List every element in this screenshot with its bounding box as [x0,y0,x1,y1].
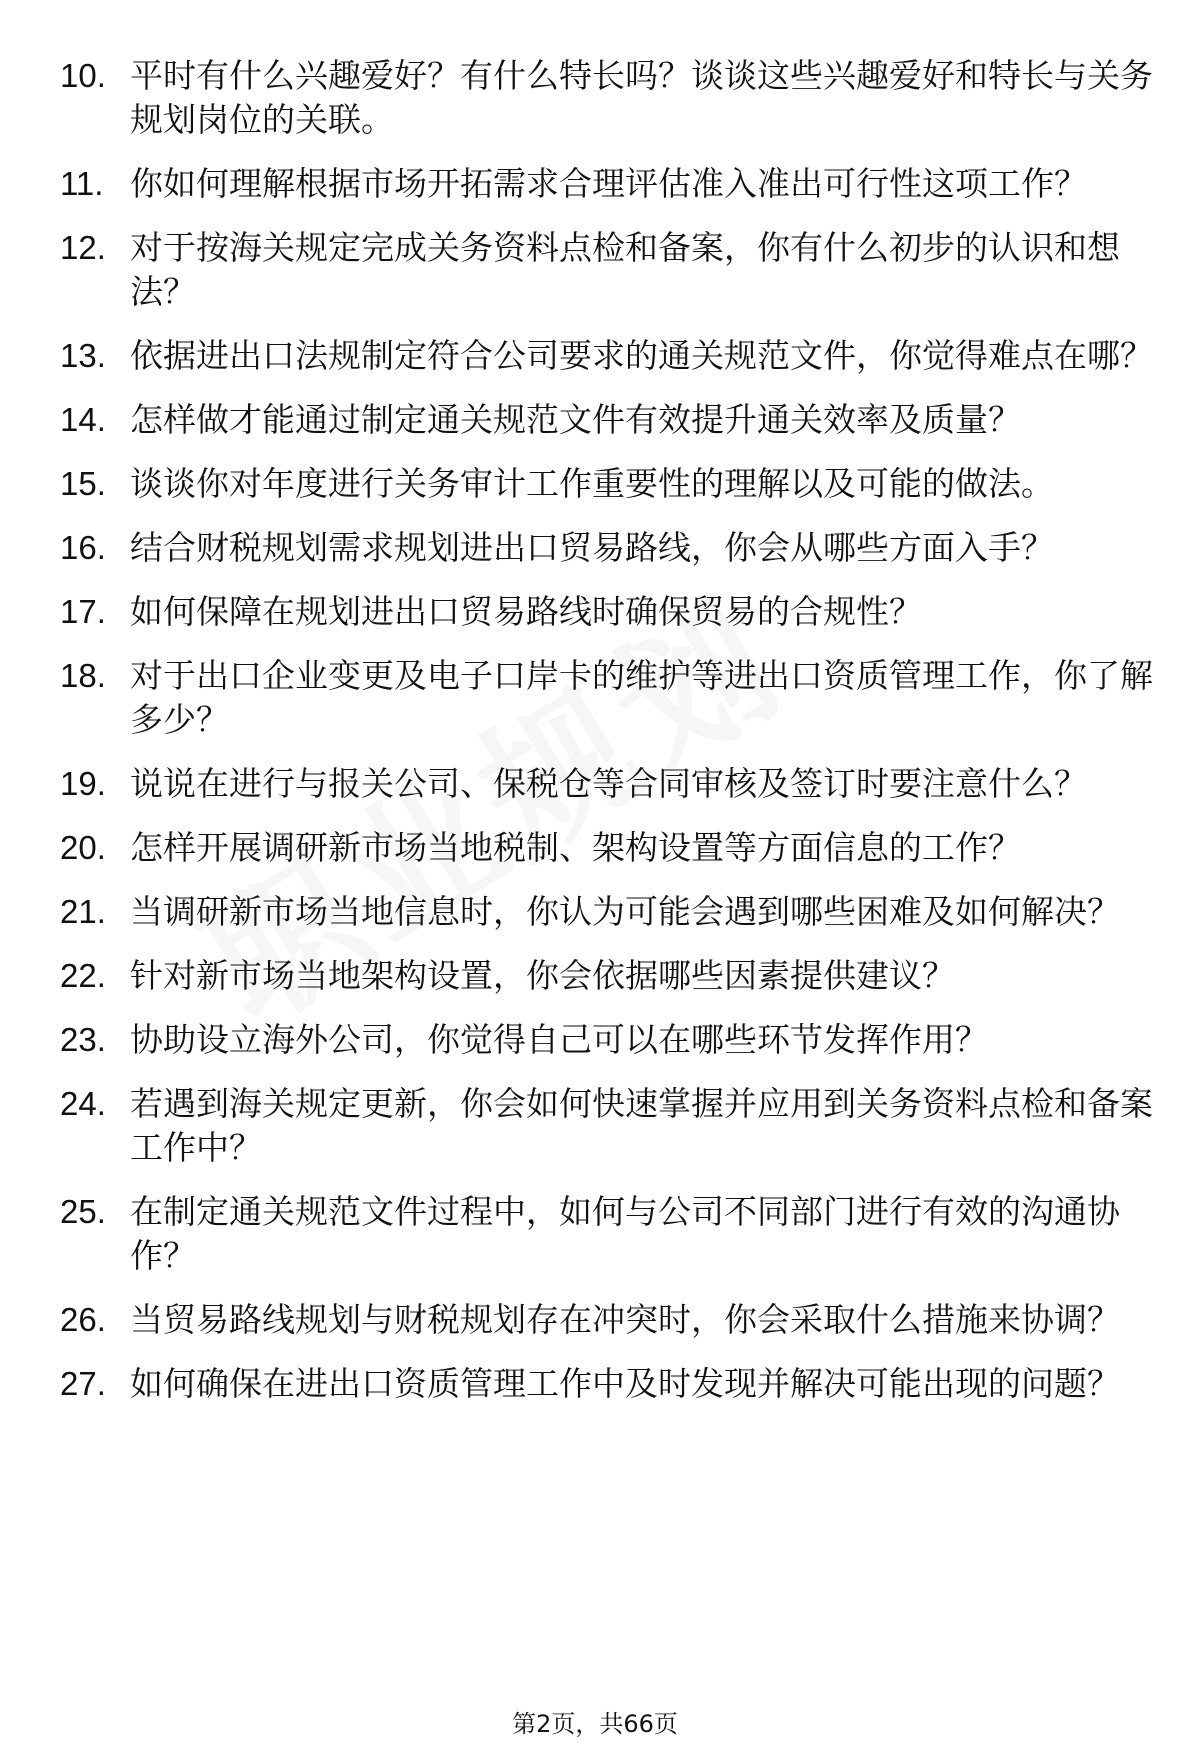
question-item [60,462,1155,506]
question-item [60,334,1155,378]
question-text: 你如何理解根据市场开拓需求合理评估准入准出可行性这项工作？ [130,164,1087,203]
question-number: 26. [60,1301,106,1338]
question-text: 协助设立海外公司，你觉得自己可以在哪些环节发挥作用？ [130,1020,988,1059]
question-number: 23. [60,1021,106,1058]
question-number: 17. [60,593,106,630]
question-text: 怎样开展调研新市场当地税制、架构设置等方面信息的工作？ [130,828,1021,867]
question-number: 13. [60,337,106,374]
question-number: 21. [60,893,106,930]
question-number: 24. [60,1085,106,1122]
question-number: 10. [60,57,106,94]
question-item [60,54,1155,142]
question-item [60,162,1155,206]
question-item [60,890,1155,934]
question-text: 依据进出口法规制定符合公司要求的通关规范文件，你觉得难点在哪？ [130,336,1153,375]
question-item [60,1362,1155,1406]
question-text: 若遇到海关规定更新，你会如何快速掌握并应用到关务资料点检和备案工作中？ [130,1084,1153,1167]
question-number: 11. [60,165,104,202]
question-text: 在制定通关规范文件过程中，如何与公司不同部门进行有效的沟通协作？ [130,1192,1120,1275]
question-text: 说说在进行与报关公司、保税仓等合同审核及签订时要注意什么？ [130,764,1087,803]
question-number: 22. [60,957,106,994]
question-item [60,526,1155,570]
question-text: 如何保障在规划进出口贸易路线时确保贸易的合规性？ [130,592,922,631]
question-number: 19. [60,765,106,802]
question-item [60,1018,1155,1062]
question-list [60,54,1155,1426]
question-text: 如何确保在进出口资质管理工作中及时发现并解决可能出现的问题？ [130,1364,1120,1403]
question-text: 怎样做才能通过制定通关规范文件有效提升通关效率及质量？ [130,400,1021,439]
question-text: 谈谈你对年度进行关务审计工作重要性的理解以及可能的做法。 [130,464,1054,503]
question-number: 14. [60,401,106,438]
question-text: 结合财税规划需求规划进出口贸易路线，你会从哪些方面入手？ [130,528,1054,567]
question-item [60,1298,1155,1342]
question-number: 25. [60,1193,106,1230]
question-text: 对于出口企业变更及电子口岸卡的维护等进出口资质管理工作，你了解多少？ [130,656,1153,739]
question-number: 18. [60,657,106,694]
question-item [60,654,1155,742]
question-item [60,954,1155,998]
question-text: 针对新市场当地架构设置，你会依据哪些因素提供建议？ [130,956,955,995]
question-item [60,762,1155,806]
question-item [60,226,1155,314]
question-number: 16. [60,529,106,566]
question-text: 当贸易路线规划与财税规划存在冲突时，你会采取什么措施来协调？ [130,1300,1120,1339]
question-item [60,590,1155,634]
question-text: 平时有什么兴趣爱好？有什么特长吗？谈谈这些兴趣爱好和特长与关务规划岗位的关联。 [130,56,1153,139]
question-text: 对于按海关规定完成关务资料点检和备案，你有什么初步的认识和想法？ [130,228,1120,311]
question-number: 15. [60,465,106,502]
question-item [60,826,1155,870]
question-number: 27. [60,1365,106,1402]
question-number: 12. [60,229,106,266]
question-number: 20. [60,829,106,866]
question-item [60,1082,1155,1170]
question-item [60,398,1155,442]
question-item [60,1190,1155,1278]
question-text: 当调研新市场当地信息时，你认为可能会遇到哪些困难及如何解决？ [130,892,1120,931]
page-number: 第2页，共66页 [512,1710,678,1738]
